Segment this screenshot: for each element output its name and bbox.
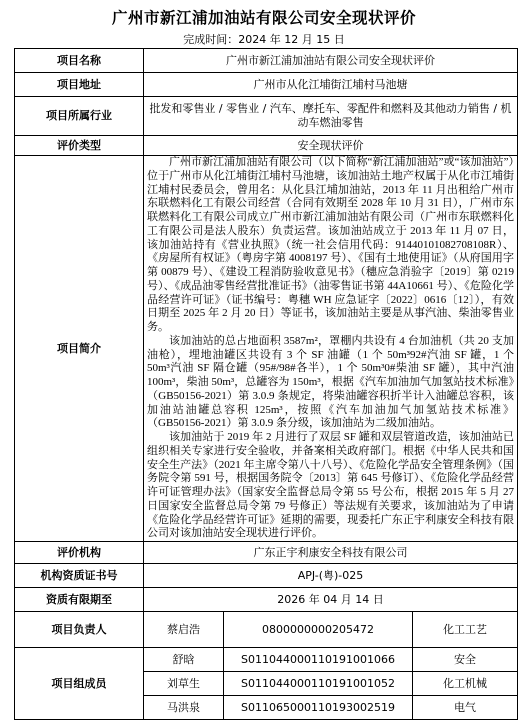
member-specialty: 电气 — [413, 696, 518, 720]
document-title: 广州市新江浦加油站有限公司安全现状评价 — [111, 9, 416, 27]
leader-specialty: 化工工艺 — [413, 612, 518, 648]
leader-cert: 0800000000205472 — [224, 612, 413, 648]
label-project-address: 项目地址 — [15, 73, 144, 97]
row-industry — [15, 97, 518, 136]
completion-date-line — [0, 31, 528, 47]
value-cert-expiry: 2026 年 04 月 14 日 — [144, 588, 518, 612]
row-project-address — [15, 73, 518, 97]
row-eval-org — [15, 542, 518, 564]
completion-date: 2024 年 12 月 15 日 — [238, 33, 345, 46]
member-name: 马洪泉 — [144, 696, 224, 720]
label-eval-org: 评价机构 — [15, 542, 144, 564]
value-industry: 批发和零售业 / 零售业 / 汽车、摩托车、零配件和燃料及其他动力销售 / 机动车燃油零售 — [144, 97, 518, 136]
row-leader — [15, 612, 518, 648]
value-summary — [144, 156, 518, 542]
label-cert-no: 机构资质证书号 — [15, 564, 144, 588]
label-summary: 项目简介 — [15, 156, 144, 542]
row-summary — [15, 156, 518, 542]
label-project-name: 项目名称 — [15, 49, 144, 73]
row-cert-no — [15, 564, 518, 588]
member-name: 刘草生 — [144, 672, 224, 696]
member-name: 舒晗 — [144, 648, 224, 672]
value-project-name: 广州市新江浦加油站有限公司安全现状评价 — [144, 49, 518, 73]
label-cert-expiry: 资质有限期至 — [15, 588, 144, 612]
leader-name: 蔡启浩 — [144, 612, 224, 648]
member-cert: S011065000110193002519 — [224, 696, 413, 720]
label-eval-type: 评价类型 — [15, 136, 144, 156]
row-member-1 — [15, 648, 518, 672]
value-cert-no: APJ-(粤)-025 — [144, 564, 518, 588]
value-eval-type: 安全现状评价 — [144, 136, 518, 156]
label-industry: 项目所属行业 — [15, 97, 144, 136]
member-cert: S011044000110191001052 — [224, 672, 413, 696]
value-eval-org: 广东正宇利康安全科技有限公司 — [144, 542, 518, 564]
row-cert-expiry — [15, 588, 518, 612]
summary-paragraph-3: 该加油站于 2019 年 2 月进行了双层 SF 罐和双层管道改造，该加油站已组织相关专家进行安全验收，并备案相关政府部门。根据《中华人民共和国安全生产法》（2021 年主席令第八十八号）、《危险化学品安全管理条例》（国务院令第 591 号，根据国务院令〔2013〕第 645 号修订）、《危险化学品经营许可证管理办法》（国家安全监督总局令第 55 号公布，根据 2015 年 5 月 27 日国家安全监督总局令第 79 号修正）等法规有关要求，该加油站为了申请《危险化学品经营许可证》延期的需要，现委托广东正宇利康安全科技有限公司对该加油站安全现状进行评价。 — [147, 431, 514, 540]
summary-paragraph-2: 该加油站的总占地面积 3587m²，罩棚内共设有 4 台加油机（共 20 支加油枪），埋地油罐区共设有 3 个 SF 油罐（1 个 50m³92#汽油 SF 罐，1 个 50m³汽油 SF 隔仓罐（95#/98#各半），1 个 50m³0#柴油 SF 罐），其中汽油 100m³，柴油 50m³，总罐容为 150m³，根据《汽车加油加气加氢站技术标准》（GB50156-2021）第 3.0.9 条规定，将柴油罐容积折半计入油罐总容积，该加油站油罐总容积 125m³，按照《汽车加油加气加氢站技术标准》（GB50156-2021）第 3.0.9 条分级，该加油站为二级加油站。 — [147, 334, 514, 430]
member-specialty: 安全 — [413, 648, 518, 672]
member-cert: S011044000110191001066 — [224, 648, 413, 672]
project-info-table — [14, 48, 518, 720]
member-specialty: 化工机械 — [413, 672, 518, 696]
row-eval-type — [15, 136, 518, 156]
label-members: 项目组成员 — [15, 648, 144, 720]
label-leader: 项目负责人 — [15, 612, 144, 648]
summary-paragraph-1: 广州市新江浦加油站有限公司（以下简称“新江浦加油站”或“该加油站”）位于广州市从化江埔街江埔村马池塘，该加油站土地产权属于从化市江埔街江埔村民委员会，曾用名：从化县江埔加油站，2013 年 11 月出租给广州市东联燃料化工有限公司经营（合同有效期至 2028 年 10 月 31 日），广州市东联燃料化工有限公司成立广州市新江浦加油站有限公司（广州市东联燃料化工有限公司是法人股东）负责运营。该加油站成立于 2013 年 11 月 07 日，该加油站持有《营业执照》（统一社会信用代码：91440101082708108R）、《房屋所有权证》（粤房字第 4008197 号）、《国有土地使用证》（从府国用字第 00879 号）、《建设工程消防验收意见书》（穗应急消验字〔2019〕第 0219 号）、《成品油零售经营批准证书》（油零售证书第 44A10661 号）、《危险化学品经营许可证》（证书编号：粤穗 WH 应急证字〔2022〕0616〔12〕），有效日期至 2025 年 2 月 20 日）等证书，该加油站主要是从事汽油、柴油零售业务。 — [147, 156, 514, 333]
completion-label: 完成时间： — [183, 33, 239, 46]
value-project-address: 广州市从化江埔街江埔村马池塘 — [144, 73, 518, 97]
row-project-name — [15, 49, 518, 73]
